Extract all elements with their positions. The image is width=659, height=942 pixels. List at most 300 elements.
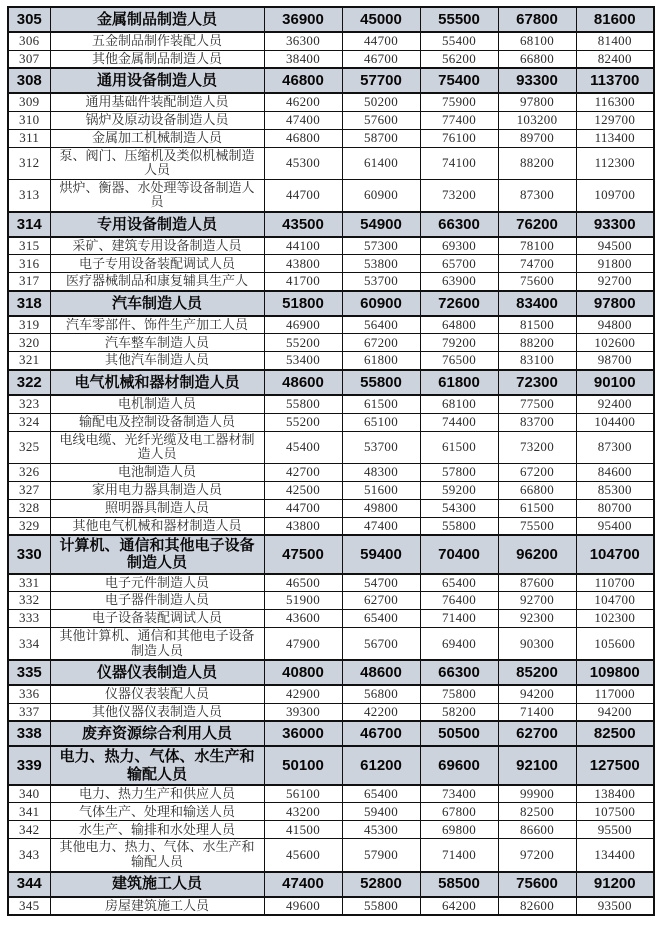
wage-value-cell: 77500 xyxy=(498,395,576,413)
wage-value-cell: 47400 xyxy=(264,872,342,897)
wage-value-cell: 87300 xyxy=(498,179,576,212)
occupation-name-cell: 通用基础件装配制造人员 xyxy=(50,93,264,111)
wage-value-cell: 42900 xyxy=(264,685,342,703)
occupation-name-cell: 其他汽车制造人员 xyxy=(50,352,264,370)
wage-value-cell: 56800 xyxy=(342,685,420,703)
wage-value-cell: 91200 xyxy=(576,872,654,897)
category-row xyxy=(8,68,654,93)
wage-table xyxy=(7,6,655,916)
wage-value-cell: 73200 xyxy=(498,431,576,463)
table-row xyxy=(8,463,654,481)
wage-value-cell: 41700 xyxy=(264,273,342,291)
wage-value-cell: 47500 xyxy=(264,535,342,574)
occupation-name-cell: 电力、热力、气体、水生产和输配人员 xyxy=(50,746,264,785)
category-row xyxy=(8,721,654,746)
code-cell: 322 xyxy=(8,370,50,395)
wage-value-cell: 60900 xyxy=(342,179,420,212)
wage-value-cell: 40800 xyxy=(264,660,342,685)
wage-value-cell: 113700 xyxy=(576,68,654,93)
table-row xyxy=(8,395,654,413)
table-row xyxy=(8,592,654,610)
table-row xyxy=(8,255,654,273)
wage-value-cell: 52800 xyxy=(342,872,420,897)
wage-value-cell: 43800 xyxy=(264,517,342,535)
wage-value-cell: 66300 xyxy=(420,212,498,237)
wage-value-cell: 83100 xyxy=(498,352,576,370)
wage-value-cell: 76200 xyxy=(498,212,576,237)
wage-value-cell: 75600 xyxy=(498,872,576,897)
wage-value-cell: 75600 xyxy=(498,273,576,291)
code-cell: 338 xyxy=(8,721,50,746)
wage-value-cell: 59400 xyxy=(342,803,420,821)
category-row xyxy=(8,7,654,32)
wage-value-cell: 67800 xyxy=(420,803,498,821)
occupation-name-cell: 建筑施工人员 xyxy=(50,872,264,897)
wage-value-cell: 55800 xyxy=(420,517,498,535)
code-cell: 341 xyxy=(8,803,50,821)
wage-value-cell: 107500 xyxy=(576,803,654,821)
table-row xyxy=(8,413,654,431)
wage-value-cell: 39300 xyxy=(264,703,342,721)
wage-value-cell: 59200 xyxy=(420,481,498,499)
code-cell: 313 xyxy=(8,179,50,212)
code-cell: 318 xyxy=(8,291,50,316)
table-row xyxy=(8,179,654,212)
code-cell: 309 xyxy=(8,93,50,111)
table-row xyxy=(8,237,654,255)
code-cell: 312 xyxy=(8,147,50,179)
wage-value-cell: 94200 xyxy=(498,685,576,703)
table-row xyxy=(8,610,654,628)
wage-value-cell: 80700 xyxy=(576,499,654,517)
wage-value-cell: 64800 xyxy=(420,316,498,334)
occupation-name-cell: 水生产、输排和水处理人员 xyxy=(50,821,264,839)
wage-value-cell: 127500 xyxy=(576,746,654,785)
code-cell: 329 xyxy=(8,517,50,535)
wage-value-cell: 47900 xyxy=(264,628,342,661)
wage-value-cell: 92300 xyxy=(498,610,576,628)
wage-value-cell: 61400 xyxy=(342,147,420,179)
wage-value-cell: 57600 xyxy=(342,111,420,129)
category-row xyxy=(8,535,654,574)
wage-value-cell: 76500 xyxy=(420,352,498,370)
code-cell: 308 xyxy=(8,68,50,93)
wage-value-cell: 56100 xyxy=(264,785,342,803)
occupation-name-cell: 仪器仪表装配人员 xyxy=(50,685,264,703)
wage-value-cell: 62700 xyxy=(498,721,576,746)
wage-value-cell: 50100 xyxy=(264,746,342,785)
table-row xyxy=(8,785,654,803)
code-cell: 311 xyxy=(8,129,50,147)
wage-value-cell: 75800 xyxy=(420,685,498,703)
wage-value-cell: 67800 xyxy=(498,7,576,32)
wage-value-cell: 70400 xyxy=(420,535,498,574)
occupation-name-cell: 电线电缆、光纤光缆及电工器材制造人员 xyxy=(50,431,264,463)
code-cell: 345 xyxy=(8,897,50,916)
wage-value-cell: 59400 xyxy=(342,535,420,574)
category-row xyxy=(8,660,654,685)
occupation-name-cell: 输配电及控制设备制造人员 xyxy=(50,413,264,431)
occupation-name-cell: 废弃资源综合利用人员 xyxy=(50,721,264,746)
wage-value-cell: 92700 xyxy=(576,273,654,291)
wage-value-cell: 45300 xyxy=(342,821,420,839)
wage-value-cell: 81500 xyxy=(498,316,576,334)
wage-value-cell: 81600 xyxy=(576,7,654,32)
wage-value-cell: 103200 xyxy=(498,111,576,129)
wage-value-cell: 46800 xyxy=(264,129,342,147)
table-row xyxy=(8,273,654,291)
wage-value-cell: 47400 xyxy=(264,111,342,129)
wage-value-cell: 42500 xyxy=(264,481,342,499)
wage-value-cell: 97200 xyxy=(498,839,576,872)
code-cell: 315 xyxy=(8,237,50,255)
wage-value-cell: 56400 xyxy=(342,316,420,334)
wage-value-cell: 82500 xyxy=(498,803,576,821)
wage-table-body xyxy=(8,7,654,915)
table-row xyxy=(8,481,654,499)
occupation-name-cell: 医疗器械制品和康复辅具生产人 xyxy=(50,273,264,291)
wage-value-cell: 109800 xyxy=(576,660,654,685)
wage-value-cell: 51900 xyxy=(264,592,342,610)
occupation-name-cell: 其他金属制品制造人员 xyxy=(50,50,264,68)
wage-value-cell: 46700 xyxy=(342,50,420,68)
wage-value-cell: 36300 xyxy=(264,32,342,50)
code-cell: 342 xyxy=(8,821,50,839)
wage-value-cell: 65400 xyxy=(342,610,420,628)
occupation-name-cell: 电子器件制造人员 xyxy=(50,592,264,610)
wage-value-cell: 74400 xyxy=(420,413,498,431)
wage-value-cell: 92100 xyxy=(498,746,576,785)
wage-value-cell: 38400 xyxy=(264,50,342,68)
wage-value-cell: 94500 xyxy=(576,237,654,255)
wage-value-cell: 43800 xyxy=(264,255,342,273)
wage-value-cell: 109700 xyxy=(576,179,654,212)
wage-value-cell: 50200 xyxy=(342,93,420,111)
wage-value-cell: 53400 xyxy=(264,352,342,370)
table-row xyxy=(8,821,654,839)
wage-value-cell: 74700 xyxy=(498,255,576,273)
wage-value-cell: 82600 xyxy=(498,897,576,916)
table-row xyxy=(8,628,654,661)
wage-value-cell: 76400 xyxy=(420,592,498,610)
occupation-name-cell: 烘炉、衡器、水处理等设备制造人员 xyxy=(50,179,264,212)
wage-value-cell: 54300 xyxy=(420,499,498,517)
wage-value-cell: 56700 xyxy=(342,628,420,661)
wage-value-cell: 69600 xyxy=(420,746,498,785)
occupation-name-cell: 汽车制造人员 xyxy=(50,291,264,316)
wage-value-cell: 57700 xyxy=(342,68,420,93)
wage-value-cell: 61200 xyxy=(342,746,420,785)
code-cell: 316 xyxy=(8,255,50,273)
wage-value-cell: 36900 xyxy=(264,7,342,32)
occupation-name-cell: 泵、阀门、压缩机及类似机械制造人员 xyxy=(50,147,264,179)
wage-value-cell: 57900 xyxy=(342,839,420,872)
occupation-name-cell: 锅炉及原动设备制造人员 xyxy=(50,111,264,129)
wage-value-cell: 62700 xyxy=(342,592,420,610)
table-row xyxy=(8,32,654,50)
wage-value-cell: 82400 xyxy=(576,50,654,68)
wage-value-cell: 53800 xyxy=(342,255,420,273)
wage-value-cell: 51800 xyxy=(264,291,342,316)
wage-value-cell: 45600 xyxy=(264,839,342,872)
wage-value-cell: 79200 xyxy=(420,334,498,352)
wage-value-cell: 92400 xyxy=(576,395,654,413)
code-cell: 321 xyxy=(8,352,50,370)
code-cell: 320 xyxy=(8,334,50,352)
wage-value-cell: 89700 xyxy=(498,129,576,147)
wage-value-cell: 66800 xyxy=(498,481,576,499)
wage-value-cell: 55800 xyxy=(264,395,342,413)
occupation-name-cell: 其他计算机、通信和其他电子设备制造人员 xyxy=(50,628,264,661)
table-row xyxy=(8,50,654,68)
category-row xyxy=(8,746,654,785)
category-row xyxy=(8,291,654,316)
wage-value-cell: 61500 xyxy=(420,431,498,463)
wage-value-cell: 61500 xyxy=(498,499,576,517)
occupation-name-cell: 电池制造人员 xyxy=(50,463,264,481)
wage-value-cell: 58500 xyxy=(420,872,498,897)
wage-value-cell: 44100 xyxy=(264,237,342,255)
wage-value-cell: 104700 xyxy=(576,592,654,610)
wage-value-cell: 134400 xyxy=(576,839,654,872)
wage-value-cell: 42700 xyxy=(264,463,342,481)
wage-value-cell: 71400 xyxy=(498,703,576,721)
wage-value-cell: 110700 xyxy=(576,574,654,592)
wage-value-cell: 97800 xyxy=(576,291,654,316)
wage-value-cell: 46500 xyxy=(264,574,342,592)
wage-value-cell: 44700 xyxy=(264,179,342,212)
wage-value-cell: 55200 xyxy=(264,334,342,352)
wage-value-cell: 96200 xyxy=(498,535,576,574)
wage-value-cell: 55500 xyxy=(420,7,498,32)
wage-value-cell: 53700 xyxy=(342,273,420,291)
wage-value-cell: 86600 xyxy=(498,821,576,839)
wage-value-cell: 95400 xyxy=(576,517,654,535)
category-row xyxy=(8,212,654,237)
code-cell: 328 xyxy=(8,499,50,517)
wage-value-cell: 97800 xyxy=(498,93,576,111)
category-row xyxy=(8,872,654,897)
code-cell: 339 xyxy=(8,746,50,785)
table-row xyxy=(8,129,654,147)
code-cell: 327 xyxy=(8,481,50,499)
table-row xyxy=(8,803,654,821)
wage-value-cell: 49800 xyxy=(342,499,420,517)
occupation-name-cell: 电子专用设备装配调试人员 xyxy=(50,255,264,273)
wage-value-cell: 112300 xyxy=(576,147,654,179)
wage-value-cell: 48600 xyxy=(342,660,420,685)
code-cell: 307 xyxy=(8,50,50,68)
code-cell: 305 xyxy=(8,7,50,32)
occupation-name-cell: 其他电气机械和器材制造人员 xyxy=(50,517,264,535)
wage-value-cell: 69800 xyxy=(420,821,498,839)
wage-value-cell: 47400 xyxy=(342,517,420,535)
wage-value-cell: 64200 xyxy=(420,897,498,916)
wage-value-cell: 67200 xyxy=(342,334,420,352)
wage-value-cell: 57300 xyxy=(342,237,420,255)
category-row xyxy=(8,370,654,395)
wage-value-cell: 88200 xyxy=(498,334,576,352)
code-cell: 325 xyxy=(8,431,50,463)
code-cell: 326 xyxy=(8,463,50,481)
wage-value-cell: 88200 xyxy=(498,147,576,179)
occupation-name-cell: 通用设备制造人员 xyxy=(50,68,264,93)
wage-value-cell: 53700 xyxy=(342,431,420,463)
wage-value-cell: 71400 xyxy=(420,839,498,872)
table-row xyxy=(8,147,654,179)
wage-value-cell: 57800 xyxy=(420,463,498,481)
wage-value-cell: 58700 xyxy=(342,129,420,147)
occupation-name-cell: 其他仪器仪表制造人员 xyxy=(50,703,264,721)
wage-value-cell: 77400 xyxy=(420,111,498,129)
wage-value-cell: 55800 xyxy=(342,370,420,395)
wage-value-cell: 36000 xyxy=(264,721,342,746)
wage-value-cell: 61800 xyxy=(342,352,420,370)
wage-value-cell: 55800 xyxy=(342,897,420,916)
wage-value-cell: 49600 xyxy=(264,897,342,916)
wage-value-cell: 46700 xyxy=(342,721,420,746)
wage-value-cell: 72300 xyxy=(498,370,576,395)
occupation-name-cell: 房屋建筑施工人员 xyxy=(50,897,264,916)
wage-value-cell: 81400 xyxy=(576,32,654,50)
table-row xyxy=(8,93,654,111)
wage-value-cell: 54700 xyxy=(342,574,420,592)
wage-value-cell: 61800 xyxy=(420,370,498,395)
occupation-name-cell: 金属制品制造人员 xyxy=(50,7,264,32)
code-cell: 331 xyxy=(8,574,50,592)
code-cell: 336 xyxy=(8,685,50,703)
wage-value-cell: 104700 xyxy=(576,535,654,574)
wage-value-cell: 85200 xyxy=(498,660,576,685)
code-cell: 334 xyxy=(8,628,50,661)
wage-value-cell: 76100 xyxy=(420,129,498,147)
occupation-name-cell: 家用电力器具制造人员 xyxy=(50,481,264,499)
wage-value-cell: 138400 xyxy=(576,785,654,803)
wage-value-cell: 83400 xyxy=(498,291,576,316)
occupation-name-cell: 其他电力、热力、气体、水生产和输配人员 xyxy=(50,839,264,872)
table-row xyxy=(8,352,654,370)
wage-value-cell: 87600 xyxy=(498,574,576,592)
wage-value-cell: 48300 xyxy=(342,463,420,481)
table-row xyxy=(8,499,654,517)
wage-value-cell: 69400 xyxy=(420,628,498,661)
occupation-name-cell: 照明器具制造人员 xyxy=(50,499,264,517)
code-cell: 337 xyxy=(8,703,50,721)
table-row xyxy=(8,316,654,334)
wage-value-cell: 98700 xyxy=(576,352,654,370)
wage-value-cell: 58200 xyxy=(420,703,498,721)
wage-value-cell: 61500 xyxy=(342,395,420,413)
wage-value-cell: 82500 xyxy=(576,721,654,746)
table-row xyxy=(8,703,654,721)
occupation-name-cell: 电子元件制造人员 xyxy=(50,574,264,592)
table-row xyxy=(8,897,654,916)
occupation-name-cell: 计算机、通信和其他电子设备制造人员 xyxy=(50,535,264,574)
wage-value-cell: 93500 xyxy=(576,897,654,916)
wage-value-cell: 63900 xyxy=(420,273,498,291)
table-row xyxy=(8,685,654,703)
wage-value-cell: 45400 xyxy=(264,431,342,463)
code-cell: 333 xyxy=(8,610,50,628)
wage-value-cell: 113400 xyxy=(576,129,654,147)
wage-value-cell: 90300 xyxy=(498,628,576,661)
wage-value-cell: 91800 xyxy=(576,255,654,273)
wage-value-cell: 65400 xyxy=(342,785,420,803)
wage-value-cell: 78100 xyxy=(498,237,576,255)
wage-value-cell: 66300 xyxy=(420,660,498,685)
wage-value-cell: 74100 xyxy=(420,147,498,179)
wage-value-cell: 117000 xyxy=(576,685,654,703)
code-cell: 335 xyxy=(8,660,50,685)
wage-value-cell: 90100 xyxy=(576,370,654,395)
wage-value-cell: 92700 xyxy=(498,592,576,610)
occupation-name-cell: 电子设备装配调试人员 xyxy=(50,610,264,628)
occupation-name-cell: 电机制造人员 xyxy=(50,395,264,413)
code-cell: 306 xyxy=(8,32,50,50)
wage-value-cell: 102300 xyxy=(576,610,654,628)
wage-value-cell: 66800 xyxy=(498,50,576,68)
wage-value-cell: 56200 xyxy=(420,50,498,68)
wage-value-cell: 42200 xyxy=(342,703,420,721)
occupation-name-cell: 汽车零部件、饰件生产加工人员 xyxy=(50,316,264,334)
code-cell: 332 xyxy=(8,592,50,610)
wage-value-cell: 93300 xyxy=(576,212,654,237)
wage-value-cell: 68100 xyxy=(420,395,498,413)
wage-value-cell: 60900 xyxy=(342,291,420,316)
code-cell: 340 xyxy=(8,785,50,803)
code-cell: 330 xyxy=(8,535,50,574)
wage-value-cell: 46900 xyxy=(264,316,342,334)
wage-value-cell: 94200 xyxy=(576,703,654,721)
table-row xyxy=(8,517,654,535)
wage-value-cell: 104400 xyxy=(576,413,654,431)
table-row xyxy=(8,111,654,129)
code-cell: 344 xyxy=(8,872,50,897)
wage-value-cell: 46800 xyxy=(264,68,342,93)
table-row xyxy=(8,334,654,352)
wage-value-cell: 116300 xyxy=(576,93,654,111)
code-cell: 314 xyxy=(8,212,50,237)
occupation-name-cell: 气体生产、处理和输送人员 xyxy=(50,803,264,821)
occupation-name-cell: 采矿、建筑专用设备制造人员 xyxy=(50,237,264,255)
occupation-name-cell: 电力、热力生产和供应人员 xyxy=(50,785,264,803)
code-cell: 343 xyxy=(8,839,50,872)
wage-value-cell: 65700 xyxy=(420,255,498,273)
wage-value-cell: 43500 xyxy=(264,212,342,237)
wage-value-cell: 73200 xyxy=(420,179,498,212)
table-row xyxy=(8,574,654,592)
wage-value-cell: 102600 xyxy=(576,334,654,352)
occupation-name-cell: 电气机械和器材制造人员 xyxy=(50,370,264,395)
wage-value-cell: 75400 xyxy=(420,68,498,93)
wage-value-cell: 44700 xyxy=(342,32,420,50)
wage-value-cell: 54900 xyxy=(342,212,420,237)
wage-value-cell: 99900 xyxy=(498,785,576,803)
wage-value-cell: 46200 xyxy=(264,93,342,111)
wage-value-cell: 83700 xyxy=(498,413,576,431)
wage-value-cell: 71400 xyxy=(420,610,498,628)
wage-value-cell: 43200 xyxy=(264,803,342,821)
wage-value-cell: 55400 xyxy=(420,32,498,50)
wage-value-cell: 95500 xyxy=(576,821,654,839)
wage-value-cell: 43600 xyxy=(264,610,342,628)
wage-value-cell: 73400 xyxy=(420,785,498,803)
table-row xyxy=(8,431,654,463)
wage-value-cell: 51600 xyxy=(342,481,420,499)
code-cell: 317 xyxy=(8,273,50,291)
wage-value-cell: 69300 xyxy=(420,237,498,255)
occupation-name-cell: 专用设备制造人员 xyxy=(50,212,264,237)
